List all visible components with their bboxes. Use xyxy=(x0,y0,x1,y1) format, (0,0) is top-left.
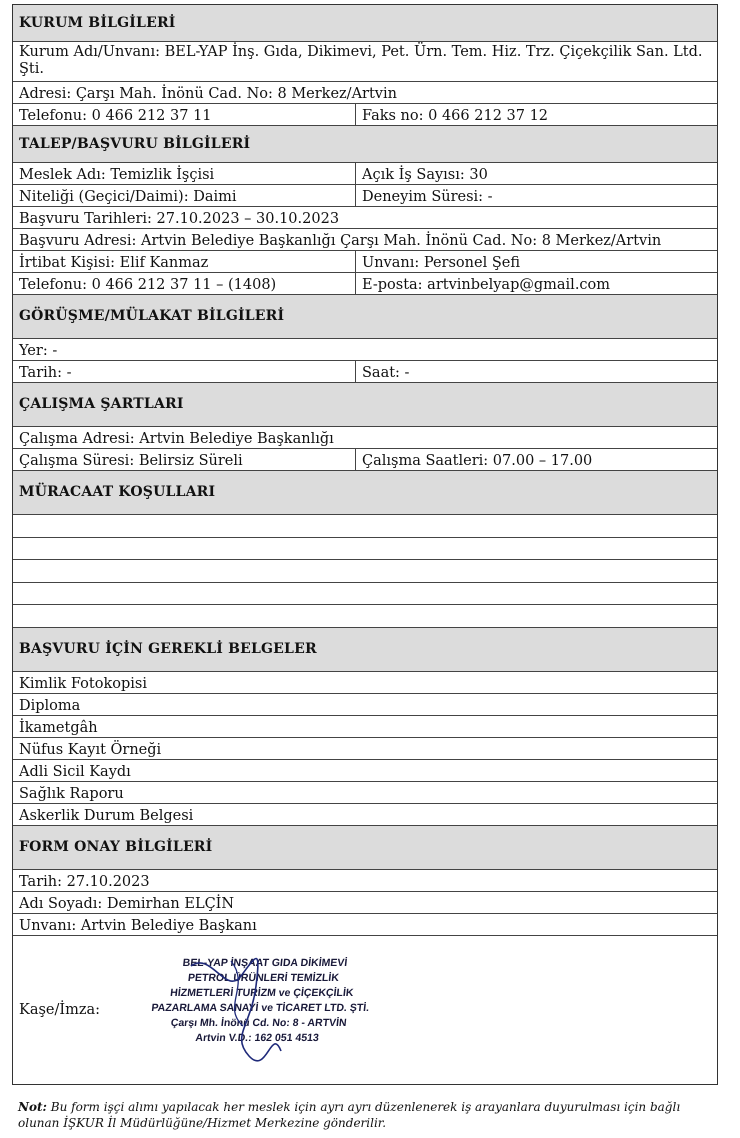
muracaat-blank-line xyxy=(13,538,717,560)
gorusme-tarih: Tarih: - xyxy=(13,361,356,382)
calisma-saatler: Çalışma Saatleri: 07.00 – 17.00 xyxy=(362,453,593,469)
onay-tarih: Tarih: 27.10.2023 xyxy=(19,873,150,890)
section-kurum-title: KURUM BİLGİLERİ xyxy=(13,5,717,41)
talep-telefon: Telefonu: 0 466 212 37 11 – (1408) xyxy=(13,273,356,294)
talep-acik-is: Açık İş Sayısı: 30 xyxy=(362,167,488,183)
section-calisma-title: ÇALIŞMA ŞARTLARI xyxy=(13,383,717,426)
talep-irtibat: İrtibat Kişisi: Elif Kanmaz xyxy=(13,251,356,272)
kase-imza-label: Kaşe/İmza: xyxy=(19,1001,101,1018)
section-belgeler-title: BAŞVURU İÇİN GEREKLİ BELGELER xyxy=(13,628,717,671)
footer-note xyxy=(18,1099,724,1131)
signature-area xyxy=(13,935,717,1084)
belge-item: Adli Sicil Kaydı xyxy=(19,763,131,780)
signature-scribble xyxy=(131,956,391,1074)
kurum-adres: Adresi: Çarşı Mah. İnönü Cad. No: 8 Merkez/Artvin xyxy=(19,86,397,102)
muracaat-blank-line xyxy=(13,515,717,537)
stamp-line: PETROL ÜRÜNLERİ TEMİZLİK xyxy=(187,971,340,984)
section-gorusme-title: GÖRÜŞME/MÜLAKAT BİLGİLERİ xyxy=(13,295,717,338)
belge-item: Kimlik Fotokopisi xyxy=(19,675,147,692)
note-label: Not: xyxy=(18,1100,47,1114)
kurum-faks: Faks no: 0 466 212 37 12 xyxy=(362,108,549,124)
muracaat-blank-line xyxy=(13,583,717,605)
stamp-line: PAZARLAMA SANAYİ ve TİCARET LTD. ŞTİ. xyxy=(150,1001,370,1014)
section-muracaat-title: MÜRACAAT KOŞULLARI xyxy=(13,471,717,514)
calisma-adres: Çalışma Adresi: Artvin Belediye Başkanlığı xyxy=(19,431,334,447)
calisma-sure: Çalışma Süresi: Belirsiz Süreli xyxy=(13,449,356,470)
talep-meslek: Meslek Adı: Temizlik İşçisi xyxy=(13,163,356,184)
talep-deneyim: Deneyim Süresi: - xyxy=(362,189,493,205)
muracaat-blank-line xyxy=(13,560,717,582)
belge-item: Sağlık Raporu xyxy=(19,785,124,802)
stamp-line: Artvin V.D.: 162 051 4513 xyxy=(194,1031,320,1044)
belge-item: Nüfus Kayıt Örneği xyxy=(19,741,162,758)
section-talep-title: TALEP/BAŞVURU BİLGİLERİ xyxy=(13,126,717,162)
onay-adi: Adı Soyadı: Demirhan ELÇİN xyxy=(19,895,235,912)
stamp-line: Çarşı Mh. İnönü Cd. No: 8 - ARTVİN xyxy=(170,1016,348,1029)
talep-unvan: Unvanı: Personel Şefi xyxy=(362,255,521,271)
stamp-line: HİZMETLERİ TURİZM ve ÇİÇEKÇİLİK xyxy=(169,986,355,999)
stamp-line: BEL-YAP İNŞAAT GIDA DİKİMEVİ xyxy=(182,956,348,969)
job-posting-form xyxy=(12,4,718,1085)
talep-tarihler: Başvuru Tarihleri: 27.10.2023 – 30.10.2023 xyxy=(19,211,340,227)
belge-item: Diploma xyxy=(19,697,81,714)
muracaat-blank-line xyxy=(13,605,717,627)
talep-nitelik: Niteliği (Geçici/Daimi): Daimi xyxy=(13,185,356,206)
gorusme-saat: Saat: - xyxy=(362,365,410,381)
kurum-adi: Kurum Adı/Unvanı: BEL-YAP İnş. Gıda, Dikimevi, Pet. Ürn. Tem. Hiz. Trz. Çiçekçilik San. Ltd. Şti. xyxy=(19,44,703,77)
gorusme-yer: Yer: - xyxy=(19,343,58,359)
belge-item: İkametgâh xyxy=(19,719,98,736)
talep-eposta: E-posta: artvinbelyap@gmail.com xyxy=(362,277,611,293)
talep-adres: Başvuru Adresi: Artvin Belediye Başkanlığı Çarşı Mah. İnönü Cad. No: 8 Merkez/Artvin xyxy=(19,233,662,249)
note-text: Bu form işçi alımı yapılacak her meslek için ayrı ayrı düzenlenerek iş arayanlara duyurulması için bağlı olunan İŞKUR İl Müdürlüğüne/Hizmet Merkezine gönderilir. xyxy=(18,1100,681,1130)
kurum-telefon: Telefonu: 0 466 212 37 11 xyxy=(13,104,356,125)
onay-unvan: Unvanı: Artvin Belediye Başkanı xyxy=(19,917,257,934)
section-onay-title: FORM ONAY BİLGİLERİ xyxy=(13,826,717,869)
belge-item: Askerlik Durum Belgesi xyxy=(19,807,194,824)
company-stamp xyxy=(131,956,391,1074)
